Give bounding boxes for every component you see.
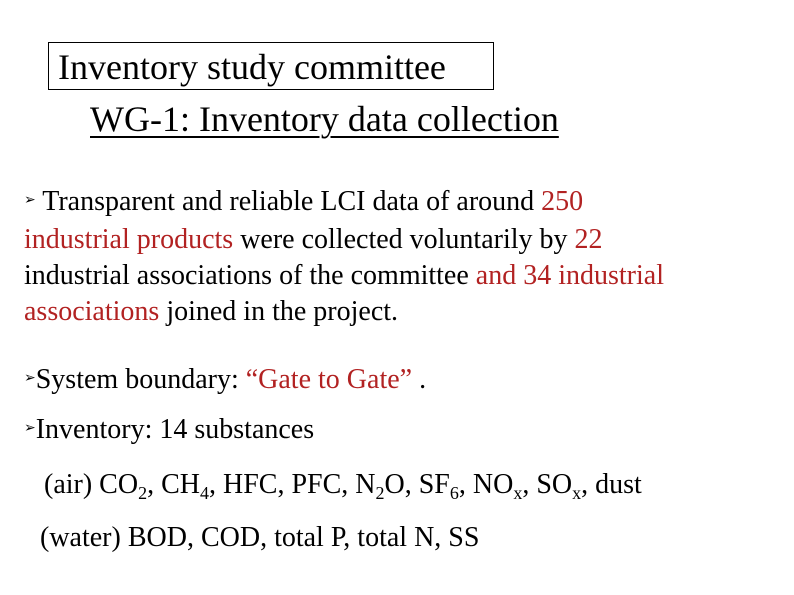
- boundary-label: System boundary:: [35, 364, 246, 395]
- subscript: 6: [449, 483, 459, 503]
- para-text: joined in the project.: [159, 295, 399, 327]
- subscript: 4: [199, 483, 209, 503]
- subscript: x: [513, 483, 523, 503]
- page-subtitle: WG-1: Inventory data collection: [90, 99, 559, 139]
- para-text: were collected voluntarily by: [233, 223, 575, 255]
- air-text: , HFC, PFC, N: [208, 469, 376, 500]
- boundary-value: “Gate to Gate”: [245, 364, 413, 395]
- subscript: x: [572, 483, 582, 503]
- bullet-inventory: [24, 412, 314, 450]
- air-text: , dust: [581, 469, 642, 500]
- highlight-associations: associations: [24, 295, 160, 327]
- air-text: (air) CO: [44, 469, 139, 500]
- page-title: Inventory study committee: [58, 47, 446, 87]
- air-substances: [44, 467, 642, 503]
- air-text: , NO: [458, 469, 514, 500]
- air-text: O, SF: [384, 469, 450, 500]
- subscript: 2: [375, 483, 385, 503]
- highlight-industrial-products: industrial products: [24, 223, 234, 255]
- highlight-250: 250: [541, 186, 584, 217]
- subscript: 2: [138, 483, 148, 503]
- highlight-34-industrial: and 34 industrial: [475, 259, 664, 291]
- para-line-4: [24, 294, 664, 330]
- arrow-bullet-icon: ➢: [24, 192, 36, 208]
- inventory-label: Inventory: 14 substances: [35, 414, 315, 445]
- para-line-1: [24, 184, 664, 222]
- bullet-system-boundary: [24, 362, 426, 400]
- para-text: Transparent and reliable LCI data of around: [42, 186, 542, 217]
- para-line-3: [24, 258, 664, 294]
- boundary-tail: .: [412, 364, 427, 395]
- arrow-bullet-icon: ➢: [24, 370, 36, 386]
- air-text: , CH: [147, 469, 200, 500]
- para-line-2: [24, 222, 664, 258]
- para-text: industrial associations of the committee: [24, 259, 476, 291]
- bullet-paragraph-lci: [24, 184, 664, 330]
- arrow-bullet-icon: ➢: [24, 420, 36, 436]
- water-substances: (water) BOD, COD, total P, total N, SS: [40, 522, 480, 553]
- highlight-22: 22: [574, 223, 603, 255]
- air-text: , SO: [522, 469, 573, 500]
